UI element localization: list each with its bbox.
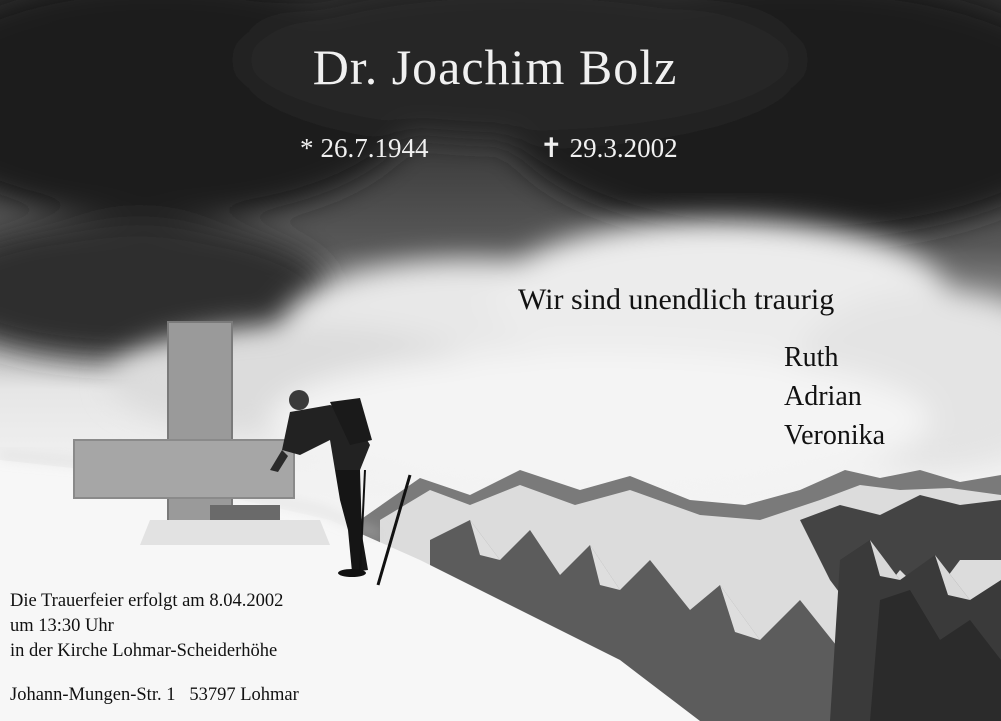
mourning-line: Wir sind unendlich traurig (518, 283, 835, 316)
service-line: um 13:30 Uhr (10, 616, 114, 636)
service-line: in der Kirche Lohmar-Scheiderhöhe (10, 641, 278, 661)
service-line: Die Trauerfeier erfolgt am 8.04.2002 (10, 591, 284, 611)
birth-star-icon: * (300, 133, 314, 163)
birth-date (300, 133, 429, 164)
death-date (540, 133, 678, 164)
death-cross-icon: ✝ (540, 133, 563, 163)
death-date-value: 29.3.2002 (569, 133, 678, 163)
family-member: Veronika (784, 420, 886, 451)
birth-date-value: 26.7.1944 (320, 133, 429, 163)
address: Johann-Mungen-Str. 1 53797 Lohmar (10, 685, 299, 705)
funeral-service-info (10, 589, 283, 664)
family-member: Adrian (784, 381, 862, 412)
deceased-name: Dr. Joachim Bolz (312, 39, 678, 95)
family-names (784, 338, 885, 455)
family-member: Ruth (784, 342, 839, 373)
